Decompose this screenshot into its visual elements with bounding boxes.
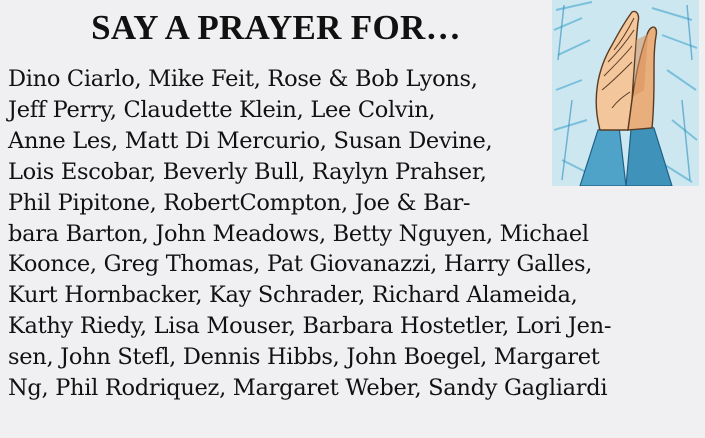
prayer-list-line: Kurt Hornbacker, Kay Schrader, Richard Alameida,	[8, 282, 578, 309]
page-title: SAY A PRAYER FOR…	[91, 8, 461, 47]
prayer-list-line: Anne Les, Matt Di Mercurio, Susan Devine,	[8, 127, 493, 154]
prayer-list-line: Jeff Perry, Claudette Klein, Lee Colvin,	[8, 96, 436, 123]
prayer-list-line: Kathy Riedy, Lisa Mouser, Barbara Hostetler, Lori Jen-	[8, 313, 612, 340]
prayer-list	[8, 64, 698, 404]
prayer-list-line: Dino Ciarlo, Mike Feit, Rose & Bob Lyons,	[8, 66, 478, 92]
prayer-list-line: bara Barton, John Meadows, Betty Nguyen, Michael	[8, 220, 589, 247]
prayer-list-line: Ng, Phil Rodriquez, Margaret Weber, Sandy Gagliardi	[8, 375, 608, 402]
prayer-list-line: Koonce, Greg Thomas, Pat Giovanazzi, Harry Galles,	[8, 251, 593, 278]
prayer-list-line: Lois Escobar, Beverly Bull, Raylyn Prahser,	[8, 158, 487, 185]
prayer-list-line: sen, John Stefl, Dennis Hibbs, John Boegel, Margaret	[8, 344, 600, 371]
prayer-list-line: Phil Pipitone, RobertCompton, Joe & Bar-	[8, 189, 471, 216]
